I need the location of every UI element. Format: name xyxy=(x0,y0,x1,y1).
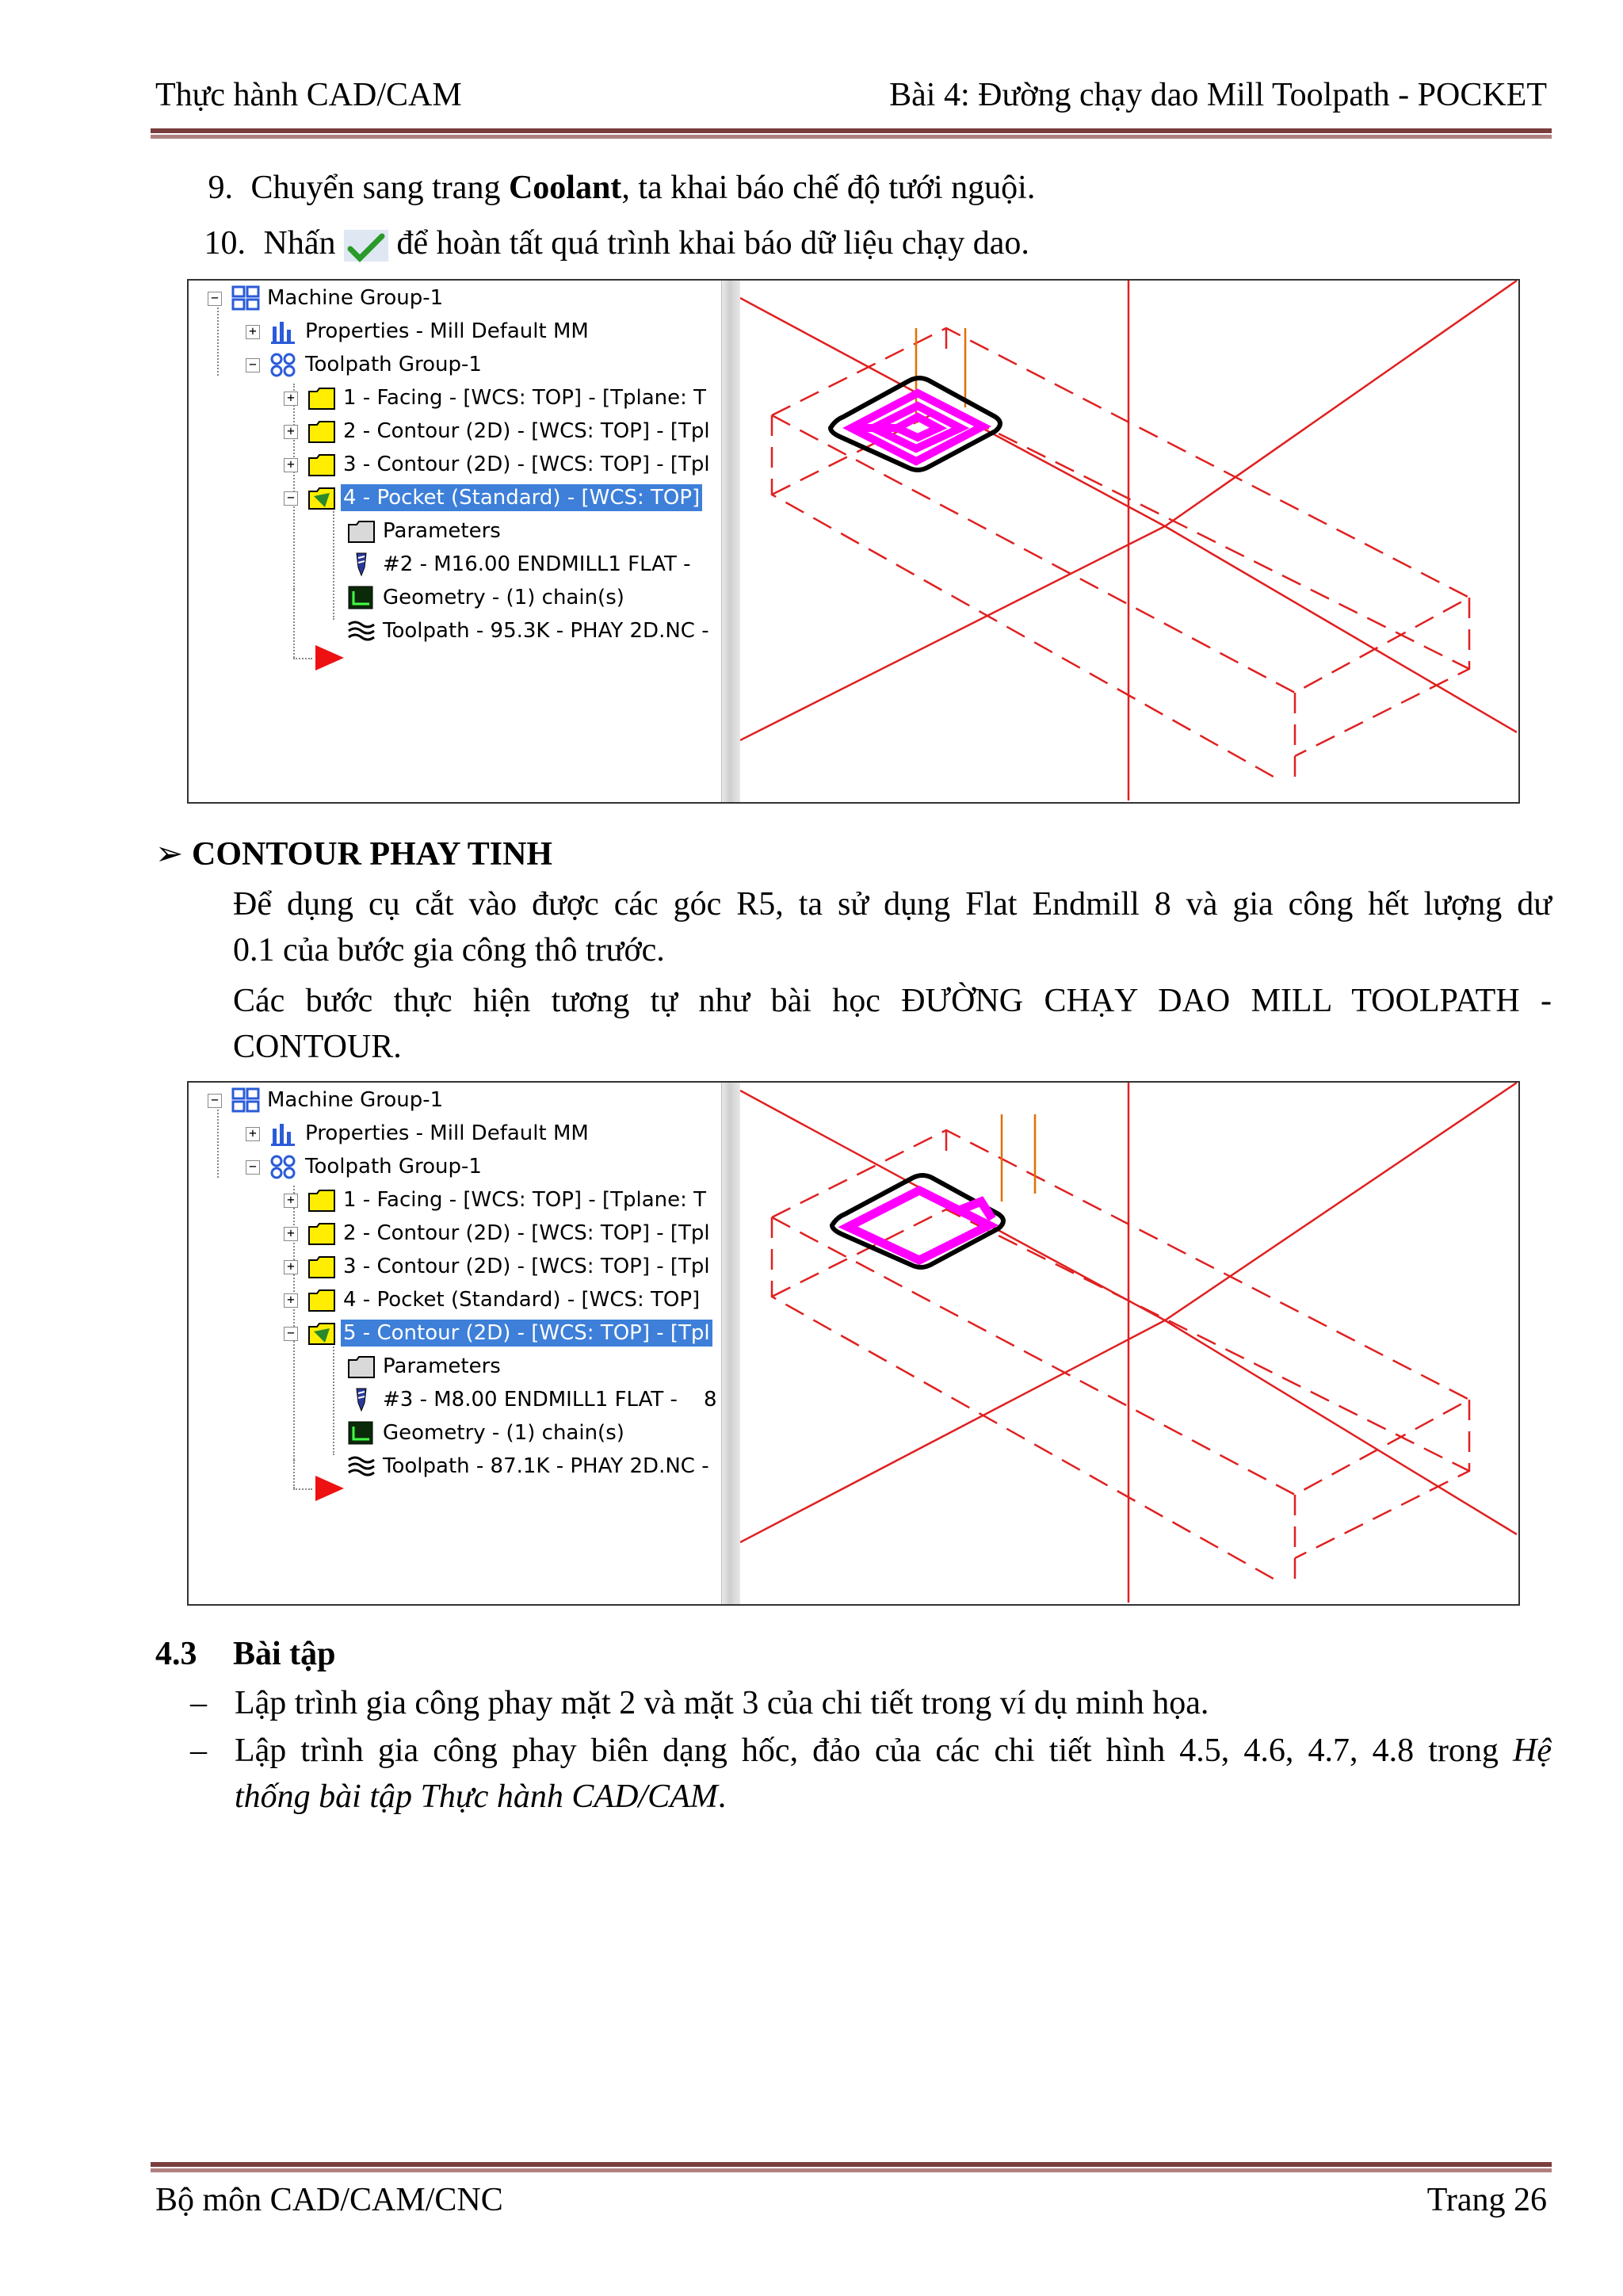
tree-operation[interactable]: 1 - Facing - [WCS: TOP] - [Tplane: T xyxy=(307,384,720,412)
tree-parameters[interactable]: Parameters xyxy=(347,517,503,545)
expand-toggle[interactable]: + xyxy=(284,1260,298,1274)
paragraph: 0.1 của bước gia công thô trước. xyxy=(233,932,665,968)
open-folder-icon xyxy=(307,485,336,510)
folder-icon xyxy=(307,1287,336,1312)
endmill-icon xyxy=(347,552,376,577)
operations-tree xyxy=(189,281,721,802)
folder-icon xyxy=(307,385,336,411)
step-bold: Coolant xyxy=(508,170,622,206)
insert-arrow-icon[interactable] xyxy=(314,1474,346,1508)
dash-bullet: – xyxy=(190,1733,207,1769)
exercise-item-continued: thống bài tập Thực hành CAD/CAM. xyxy=(235,1778,727,1815)
tree-properties[interactable]: Properties - Mill Default MM xyxy=(269,317,591,346)
tree-geometry[interactable]: Geometry - (1) chain(s) xyxy=(347,1419,720,1447)
section-heading-exercise: 4.3 Bài tập xyxy=(155,1636,336,1672)
section-heading-contour: ➢ CONTOUR PHAY TINH xyxy=(155,831,552,877)
properties-icon xyxy=(269,1121,298,1146)
tree-parameters[interactable]: Parameters xyxy=(347,1352,503,1381)
dash-bullet: – xyxy=(190,1685,207,1721)
mastercam-screenshot-2 xyxy=(187,1081,1520,1606)
tree-machine-group[interactable]: Machine Group-1 xyxy=(231,284,445,312)
expand-toggle[interactable]: + xyxy=(284,392,298,406)
toolpath-group-icon xyxy=(269,352,298,377)
exercise-item: – Lập trình gia công phay mặt 2 và mặt 3 của chi tiết trong ví dụ minh họa. xyxy=(190,1680,1209,1726)
expand-toggle[interactable]: + xyxy=(246,1127,260,1141)
tree-toolpath[interactable]: Toolpath - 87.1K - PHAY 2D.NC - xyxy=(347,1452,720,1480)
properties-icon xyxy=(269,319,298,344)
toolpath-wave-icon xyxy=(347,618,376,644)
step-9 xyxy=(195,165,1035,211)
tree-properties[interactable]: Properties - Mill Default MM xyxy=(269,1119,591,1148)
endmill-icon xyxy=(347,1387,376,1412)
collapse-toggle[interactable]: − xyxy=(208,292,222,306)
check-icon xyxy=(344,230,388,262)
footer-rule xyxy=(151,2162,1552,2172)
header-left: Thực hành CAD/CAM xyxy=(155,77,462,113)
tree-toolpath[interactable]: Toolpath - 95.3K - PHAY 2D.NC - xyxy=(347,617,720,645)
geometry-icon xyxy=(347,585,376,610)
paragraph: Để dụng cụ cắt vào được các góc R5, ta sử dụng Flat Endmill 8 và gia công hết lượng dư xyxy=(233,886,1552,923)
pane-splitter[interactable] xyxy=(721,281,742,802)
expand-toggle[interactable]: + xyxy=(284,1194,298,1208)
folder-icon xyxy=(307,452,336,477)
machine-group-icon xyxy=(231,1087,260,1113)
tree-operation[interactable]: 3 - Contour (2D) - [WCS: TOP] - [Tpl xyxy=(307,450,720,479)
collapse-toggle[interactable]: − xyxy=(208,1094,222,1108)
paragraph: Các bước thực hiện tương tự như bài học ĐƯỜNG CHẠY DAO MILL TOOLPATH - xyxy=(233,983,1552,1019)
collapse-toggle[interactable]: − xyxy=(246,1160,260,1175)
tree-geometry[interactable]: Geometry - (1) chain(s) xyxy=(347,583,720,612)
toolpath-wave-icon xyxy=(347,1454,376,1479)
tree-tool[interactable]: #2 - M16.00 ENDMILL1 FLAT - xyxy=(347,550,720,579)
tree-tool[interactable]: #3 - M8.00 ENDMILL1 FLAT - 8 xyxy=(347,1385,720,1414)
step-text-pre: Nhấn xyxy=(263,225,344,262)
pane-splitter[interactable] xyxy=(721,1083,742,1604)
collapse-toggle[interactable]: − xyxy=(246,358,260,372)
expand-toggle[interactable]: + xyxy=(246,325,260,339)
footer-page-number: Trang 26 xyxy=(1426,2182,1547,2218)
folder-icon xyxy=(307,1254,336,1279)
parameters-folder-icon xyxy=(347,1354,376,1379)
expand-toggle[interactable]: + xyxy=(284,1227,298,1241)
machine-group-icon xyxy=(231,285,260,311)
open-folder-icon xyxy=(307,1320,336,1346)
collapse-toggle[interactable]: − xyxy=(284,491,298,506)
paragraph: CONTOUR. xyxy=(233,1029,402,1065)
step-number: 10. xyxy=(204,225,246,262)
tree-toolpath-group[interactable]: Toolpath Group-1 xyxy=(269,350,484,379)
toolpath-group-icon xyxy=(269,1154,298,1179)
parameters-folder-icon xyxy=(347,518,376,544)
graphics-viewport[interactable] xyxy=(740,1083,1518,1604)
tree-machine-group[interactable]: Machine Group-1 xyxy=(231,1086,445,1114)
collapse-toggle[interactable]: − xyxy=(284,1327,298,1341)
step-text-pre: Chuyển sang trang xyxy=(250,170,509,206)
step-10 xyxy=(195,220,1029,266)
step-number: 9. xyxy=(208,170,233,206)
arrow-bullet-icon: ➢ xyxy=(155,834,184,873)
tree-operation-selected[interactable]: 5 - Contour (2D) - [WCS: TOP] - [Tpl xyxy=(307,1319,720,1347)
tree-operation[interactable]: 3 - Contour (2D) - [WCS: TOP] - [Tpl xyxy=(307,1252,720,1281)
step-text-post: để hoàn tất quá trình khai báo dữ liệu chạy dao. xyxy=(396,225,1029,262)
tree-operation-selected[interactable]: 4 - Pocket (Standard) - [WCS: TOP] xyxy=(307,483,720,512)
expand-toggle[interactable]: + xyxy=(284,425,298,439)
header-right: Bài 4: Đường chạy dao Mill Toolpath - POCKET xyxy=(889,77,1547,113)
tree-operation[interactable]: 2 - Contour (2D) - [WCS: TOP] - [Tpl xyxy=(307,417,720,445)
folder-icon xyxy=(307,1187,336,1213)
folder-icon xyxy=(307,418,336,444)
geometry-icon xyxy=(347,1420,376,1446)
footer-left: Bộ môn CAD/CAM/CNC xyxy=(155,2182,503,2218)
folder-icon xyxy=(307,1221,336,1246)
tree-operation[interactable]: 2 - Contour (2D) - [WCS: TOP] - [Tpl xyxy=(307,1219,720,1247)
graphics-viewport[interactable] xyxy=(740,281,1518,802)
expand-toggle[interactable]: + xyxy=(284,1293,298,1308)
insert-arrow-icon[interactable] xyxy=(314,644,346,678)
expand-toggle[interactable]: + xyxy=(284,458,298,472)
tree-operation[interactable]: 4 - Pocket (Standard) - [WCS: TOP] xyxy=(307,1286,720,1314)
exercise-item: – Lập trình gia công phay biên dạng hốc, đảo của các chi tiết hình 4.5, 4.6, 4.7, 4.8 trong Hệ xyxy=(190,1728,1552,1774)
operations-tree xyxy=(189,1083,721,1604)
mastercam-screenshot-1 xyxy=(187,279,1520,804)
tree-operation[interactable]: 1 - Facing - [WCS: TOP] - [Tplane: T xyxy=(307,1186,720,1214)
header-rule xyxy=(151,128,1552,139)
tree-toolpath-group[interactable]: Toolpath Group-1 xyxy=(269,1152,484,1181)
step-text-post: , ta khai báo chế độ tưới nguội. xyxy=(621,170,1036,206)
